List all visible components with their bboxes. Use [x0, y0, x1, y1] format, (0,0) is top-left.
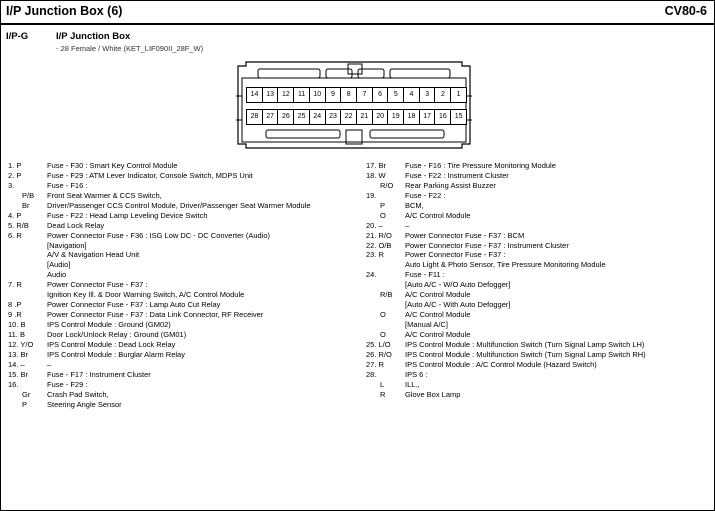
- pin-description-row: [366, 250, 711, 260]
- page-title: I/P Junction Box (6): [6, 4, 123, 18]
- pin-number: 20. –: [366, 220, 383, 230]
- wire-color: O: [380, 329, 386, 339]
- wire-color: Br: [22, 200, 30, 210]
- pin-function: IPS Control Module : A/C Control Module (Hazard Switch): [405, 359, 597, 369]
- connector-pin: 7: [356, 87, 373, 103]
- pin-function: Power Connector Fuse - F36 : ISG Low DC - DC Converter (Audio): [47, 230, 270, 240]
- pin-number: 28.: [366, 369, 377, 379]
- wire-color: O: [380, 310, 386, 320]
- pin-function: A/V & Navigation Head Unit: [47, 250, 140, 260]
- pin-number: 17. Br: [366, 161, 387, 170]
- pin-number: 6. R: [8, 230, 22, 240]
- connector-pin: 22: [340, 109, 357, 125]
- pin-function: IPS Control Module : Multifunction Switch (Turn Signal Lamp Switch RH): [405, 349, 646, 359]
- pin-number: 19.: [366, 190, 377, 200]
- wire-color: R/O: [380, 180, 394, 190]
- pin-number: 15. Br: [8, 369, 29, 379]
- connector-pin: 28: [246, 109, 263, 125]
- pin-function: Steering Angle Sensor: [47, 399, 122, 409]
- connector-name: I/P Junction Box: [56, 31, 131, 42]
- pin-number: 26. R/O: [366, 349, 392, 359]
- pin-function: Door Lock/Unlock Relay : Ground (GM01): [47, 329, 187, 339]
- pin-description-row: [366, 191, 711, 201]
- connector-pin: 19: [387, 109, 404, 125]
- connector-pin: 14: [246, 87, 263, 103]
- connector-pin: 10: [309, 87, 326, 103]
- pin-function: A/C Control Module: [405, 210, 471, 220]
- pin-number: 12. Y/O: [8, 339, 34, 349]
- pin-description-row: [366, 370, 711, 380]
- pin-description-row: [8, 241, 348, 251]
- pin-description-row: [366, 161, 711, 171]
- pin-function: BCM,: [405, 200, 424, 210]
- pin-description-row: [8, 181, 348, 191]
- pin-function: IPS 6 :: [405, 369, 428, 379]
- connector-pin: 17: [419, 109, 436, 125]
- connector-pin: 13: [262, 87, 279, 103]
- pin-description-row: [8, 380, 348, 390]
- pin-number: 1. P: [8, 161, 22, 170]
- wire-color: O: [380, 210, 386, 220]
- pin-description-row: [8, 201, 348, 211]
- pin-number: 23. R: [366, 250, 384, 260]
- pin-function: IPS Control Module : Ground (GM02): [47, 320, 171, 329]
- pin-description-row: [8, 270, 348, 280]
- pin-function: [Manual A/C]: [405, 320, 448, 329]
- pin-number: 3.: [8, 180, 15, 190]
- pin-list-right: [366, 161, 711, 400]
- wire-color: Gr: [22, 389, 31, 399]
- page-code: CV80-6: [664, 4, 707, 18]
- pin-description-row: [8, 370, 348, 380]
- pin-number: 25. L/O: [366, 339, 391, 349]
- pin-function: Power Connector Fuse - F37 : Instrument Cluster: [405, 240, 569, 250]
- pin-number: 18. W: [366, 170, 386, 180]
- connector-pin: 24: [309, 109, 326, 125]
- pin-function: [Auto A/C - W/O Auto Defogger]: [405, 280, 511, 290]
- pin-description-row: [366, 260, 711, 270]
- pin-description-row: [366, 280, 711, 290]
- pin-description-row: [366, 290, 711, 300]
- pin-function: IPS Control Module : Dead Lock Relay: [47, 339, 176, 349]
- pin-number: 11. B: [8, 329, 25, 339]
- connector-pin: 21: [356, 109, 373, 125]
- page-header: [0, 0, 715, 22]
- wire-color: P: [380, 200, 386, 210]
- connector-pin: 15: [450, 109, 467, 125]
- pin-description-row: [8, 280, 348, 290]
- pin-function: Fuse - F22 :: [405, 190, 446, 200]
- connector-pin: 8: [340, 87, 357, 103]
- pin-number: 10. B: [8, 320, 26, 329]
- pin-function: Power Connector Fuse - F37 :: [405, 250, 506, 260]
- wire-color: L: [380, 379, 385, 389]
- pin-description-row: [366, 360, 711, 370]
- pin-function: Ignition Key Ill. & Door Warning Switch, A/C Control Module: [47, 290, 245, 300]
- pin-function: Fuse - F16 :: [47, 180, 88, 190]
- connector-pin: 5: [387, 87, 404, 103]
- pin-function: [Navigation]: [47, 240, 87, 250]
- connector-pin: 25: [293, 109, 310, 125]
- connector-pin: 27: [262, 109, 279, 125]
- pin-number: 21. R/O: [366, 230, 392, 240]
- pin-function: Power Connector Fuse - F37 :: [47, 280, 148, 290]
- pin-grid: [236, 60, 472, 150]
- pin-function: A/C Control Module: [405, 329, 471, 339]
- wire-color: R/B: [380, 290, 393, 300]
- pin-function: [Auto A/C - With Auto Defogger]: [405, 300, 511, 310]
- connector-pin: 12: [277, 87, 294, 103]
- pin-description-row: [366, 320, 711, 330]
- wire-color: R: [380, 389, 386, 399]
- pin-description-row: [366, 350, 711, 360]
- pin-description-row: [366, 201, 711, 211]
- pin-list-left: [8, 161, 348, 409]
- pin-description-row: [366, 171, 711, 181]
- pin-description-row: [366, 221, 711, 231]
- pin-description-row: [8, 191, 348, 201]
- pin-description-row: [366, 390, 711, 400]
- pin-function: Power Connector Fuse - F37 : Lamp Auto Cut Relay: [47, 300, 221, 310]
- pin-description-row: [366, 340, 711, 350]
- pin-function: ILL.,: [405, 379, 420, 389]
- pin-function: Fuse - F22 : Instrument Cluster: [405, 170, 509, 180]
- connector-pin: 11: [293, 87, 310, 103]
- pin-function: Glove Box Lamp: [405, 389, 461, 399]
- pin-description-row: [366, 270, 711, 280]
- pin-number: 7. R: [8, 280, 22, 290]
- connector-pin: 26: [277, 109, 294, 125]
- pin-description-row: [366, 380, 711, 390]
- pin-function: Audio: [47, 270, 67, 280]
- connector-pin: 4: [403, 87, 420, 103]
- pin-description-row: [8, 221, 348, 231]
- pin-description-row: [366, 300, 711, 310]
- pin-description-row: [8, 390, 348, 400]
- pin-number: 22. O/B: [366, 240, 392, 250]
- pin-function: Fuse - F16 : Tire Pressure Monitoring Module: [405, 161, 556, 170]
- pin-description-row: [366, 231, 711, 241]
- pin-number: 4. P: [8, 210, 22, 220]
- pin-function: –: [47, 359, 52, 369]
- connector-pin: 2: [434, 87, 451, 103]
- pin-description-row: [366, 241, 711, 251]
- pin-description-row: [8, 231, 348, 241]
- pin-function: Fuse - F29 :: [47, 379, 88, 389]
- pin-description-row: [8, 400, 348, 410]
- pin-description-row: [8, 161, 348, 171]
- pin-description-row: [8, 290, 348, 300]
- pin-description-row: [8, 260, 348, 270]
- pin-function: Auto Light & Photo Sensor, Tire Pressure Monitoring Module: [405, 260, 606, 270]
- pin-description-row: [366, 310, 711, 320]
- connector-pin: 3: [419, 87, 436, 103]
- pin-description-row: [366, 181, 711, 191]
- connector-pin: 20: [372, 109, 389, 125]
- wire-color: P/B: [22, 190, 35, 200]
- connector-description: - 28 Female / White (KET_LIF090II_28F_W): [56, 44, 204, 53]
- pin-description-row: [8, 211, 348, 221]
- pin-description-row: [8, 300, 348, 310]
- connector-pin: 18: [403, 109, 420, 125]
- connector-pin: 9: [325, 87, 342, 103]
- pin-function: Crash Pad Switch,: [47, 389, 109, 399]
- pin-function: –: [405, 220, 410, 230]
- pin-function: Dead Lock Relay: [47, 220, 105, 230]
- pin-function: Fuse - F11 :: [405, 270, 445, 280]
- pin-number: 9 .R: [8, 310, 22, 320]
- wire-color: P: [22, 399, 28, 409]
- pin-description-row: [366, 330, 711, 340]
- pin-description-row: [8, 320, 348, 330]
- pin-description-row: [8, 340, 348, 350]
- connector-pin: 23: [325, 109, 342, 125]
- connector-pin: 1: [450, 87, 467, 103]
- pin-description-row: [8, 330, 348, 340]
- pin-function: A/C Control Module: [405, 290, 471, 300]
- pin-function: Front Seat Warmer & CCS Switch,: [47, 190, 162, 200]
- connector-code: I/P-G: [6, 31, 29, 42]
- pin-function: Fuse - F22 : Head Lamp Leveling Device Switch: [47, 210, 208, 220]
- pin-number: 5. R/B: [8, 220, 29, 230]
- pin-function: Power Connector Fuse - F37 : BCM: [405, 230, 525, 240]
- pin-function: [Audio]: [47, 260, 71, 270]
- header-divider: [0, 23, 715, 25]
- pin-number: 27. R: [366, 359, 384, 369]
- pin-number: 16.: [8, 379, 19, 389]
- pin-description-row: [8, 310, 348, 320]
- pin-description-row: [8, 250, 348, 260]
- pin-function: Rear Parking Assist Buzzer: [405, 180, 496, 190]
- connector-diagram: [236, 60, 472, 150]
- pin-description-row: [366, 211, 711, 221]
- pin-function: Power Connector Fuse - F37 : Data Link Connector, RF Receiver: [47, 310, 264, 320]
- pin-function: Driver/Passenger CCS Control Module, Driver/Passenger Seat Warmer Module: [47, 200, 311, 210]
- pin-function: Fuse - F29 : ATM Lever Indicator, Console Switch, MDPS Unit: [47, 170, 253, 180]
- pin-description-row: [8, 360, 348, 370]
- connector-pin: 16: [434, 109, 451, 125]
- pin-number: 14. –: [8, 359, 25, 369]
- pin-function: IPS Control Module : Burglar Alarm Relay: [47, 349, 185, 359]
- connector-pin: 6: [372, 87, 389, 103]
- pin-number: 24.: [366, 270, 377, 280]
- pin-number: 2. P: [8, 170, 22, 180]
- pin-function: A/C Control Module: [405, 310, 471, 320]
- pin-description-row: [8, 350, 348, 360]
- pin-number: 13. Br: [8, 349, 29, 359]
- pin-description-row: [8, 171, 348, 181]
- pin-function: Fuse - F17 : Instrument Cluster: [47, 369, 151, 379]
- pin-function: Fuse - F30 : Smart Key Control Module: [47, 161, 178, 170]
- pin-function: IPS Control Module : Multifunction Switch (Turn Signal Lamp Switch LH): [405, 339, 645, 349]
- pin-number: 8 .P: [8, 300, 22, 310]
